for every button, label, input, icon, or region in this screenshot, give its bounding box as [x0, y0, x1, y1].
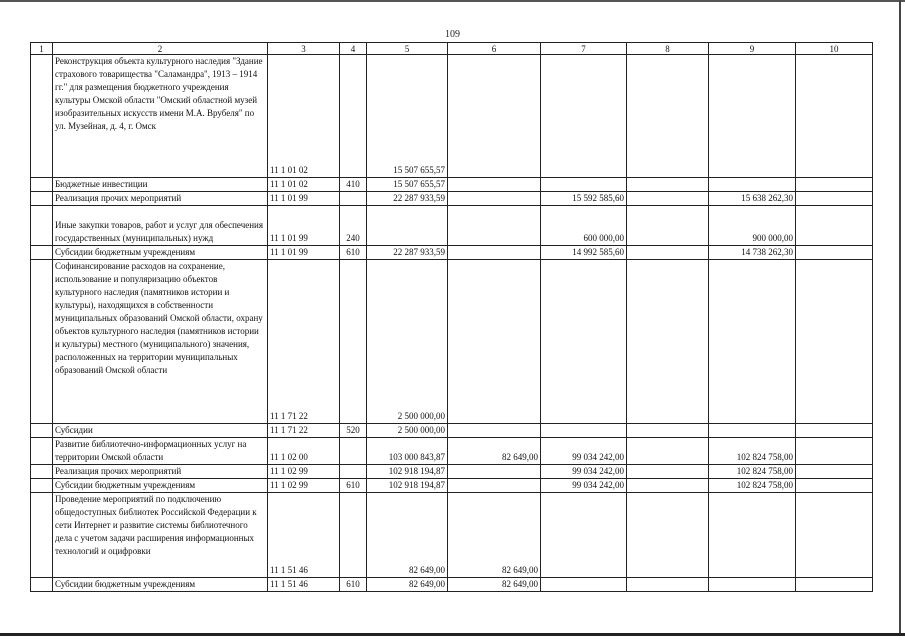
table-row	[31, 578, 873, 592]
amount-cell: 15 592 585,60	[541, 192, 627, 206]
row-name-cell: Софинансирование расходов на сохранение, использование и популяризацию объектов культурного наследия (памятников истории и культуры), находящихся в собственности муниципальных образований Омской области, охрану объектов культурного наследия (памятников истории и культуры) местного (муниципального) значения, расположенных на территории муниципальных образований Омской области	[53, 260, 268, 424]
row-number-cell	[31, 493, 53, 578]
page-number: 109	[445, 29, 460, 40]
amount-cell	[709, 260, 796, 424]
amount-cell	[709, 424, 796, 438]
amount-cell: 82 649,00	[448, 438, 541, 465]
amount-cell: 82 649,00	[367, 493, 448, 578]
column-header: 10	[796, 43, 873, 55]
amount-cell	[796, 578, 873, 592]
column-header: 2	[53, 43, 268, 55]
amount-cell: 82 649,00	[448, 493, 541, 578]
amount-cell: 600 000,00	[541, 206, 627, 246]
row-name-cell: Субсидии бюджетным учреждениям	[53, 246, 268, 260]
amount-cell: 103 000 843,87	[367, 438, 448, 465]
page-right-border	[899, 0, 901, 633]
row-name-cell: Реконструкция объекта культурного наследия "Здание страхового товарищества "Саламандра", 1913 – 1914 гг." для размещения бюджетного учреждения культуры Омской области "Омский областной музей изобразительных искусств имени М.А. Врубеля" по ул. Музейная, д. 4, г. Омск	[53, 55, 268, 178]
amount-cell	[627, 479, 709, 493]
budget-table	[30, 42, 873, 592]
row-number-cell	[31, 465, 53, 479]
amount-cell: 22 287 933,59	[367, 192, 448, 206]
amount-cell: 99 034 242,00	[541, 465, 627, 479]
amount-cell	[448, 424, 541, 438]
amount-cell	[541, 178, 627, 192]
budget-code-cell: 11 1 51 46	[268, 578, 340, 592]
row-name-cell: Бюджетные инвестиции	[53, 178, 268, 192]
budget-code-cell: 11 1 02 99	[268, 479, 340, 493]
expense-type-cell	[340, 55, 367, 178]
column-header: 7	[541, 43, 627, 55]
amount-cell	[367, 206, 448, 246]
amount-cell	[796, 493, 873, 578]
amount-cell: 82 649,00	[448, 578, 541, 592]
amount-cell	[627, 55, 709, 178]
row-name-cell: Реализация прочих мероприятий	[53, 465, 268, 479]
amount-cell	[627, 178, 709, 192]
amount-cell	[541, 424, 627, 438]
amount-cell: 102 918 194,87	[367, 465, 448, 479]
amount-cell: 99 034 242,00	[541, 479, 627, 493]
amount-cell	[796, 479, 873, 493]
expense-type-cell: 240	[340, 206, 367, 246]
amount-cell	[627, 260, 709, 424]
amount-cell	[627, 192, 709, 206]
budget-code-cell: 11 1 02 99	[268, 465, 340, 479]
row-number-cell	[31, 55, 53, 178]
budget-code-cell: 11 1 01 99	[268, 246, 340, 260]
amount-cell	[627, 246, 709, 260]
row-number-cell	[31, 192, 53, 206]
amount-cell	[541, 493, 627, 578]
amount-cell	[627, 465, 709, 479]
budget-code-cell: 11 1 01 02	[268, 55, 340, 178]
column-header: 5	[367, 43, 448, 55]
table-row	[31, 55, 873, 178]
column-header: 9	[709, 43, 796, 55]
row-name-cell: Субсидии	[53, 424, 268, 438]
expense-type-cell: 410	[340, 178, 367, 192]
page-top-border	[0, 0, 905, 2]
table-row	[31, 206, 873, 246]
expense-type-cell	[340, 465, 367, 479]
table-row	[31, 465, 873, 479]
expense-type-cell	[340, 192, 367, 206]
expense-type-cell: 610	[340, 246, 367, 260]
table-row	[31, 178, 873, 192]
amount-cell	[796, 438, 873, 465]
column-header: 1	[31, 43, 53, 55]
table-row	[31, 246, 873, 260]
amount-cell	[448, 465, 541, 479]
amount-cell: 900 000,00	[709, 206, 796, 246]
amount-cell: 102 824 758,00	[709, 465, 796, 479]
amount-cell	[796, 55, 873, 178]
budget-code-cell: 11 1 01 99	[268, 206, 340, 246]
amount-cell	[541, 578, 627, 592]
amount-cell	[796, 424, 873, 438]
amount-cell: 82 649,00	[367, 578, 448, 592]
amount-cell	[709, 493, 796, 578]
amount-cell	[627, 424, 709, 438]
amount-cell	[448, 192, 541, 206]
amount-cell	[796, 465, 873, 479]
column-header: 4	[340, 43, 367, 55]
expense-type-cell: 610	[340, 578, 367, 592]
amount-cell: 99 034 242,00	[541, 438, 627, 465]
amount-cell	[627, 578, 709, 592]
amount-cell: 2 500 000,00	[367, 424, 448, 438]
row-number-cell	[31, 246, 53, 260]
amount-cell	[796, 178, 873, 192]
budget-code-cell: 11 1 71 22	[268, 424, 340, 438]
row-number-cell	[31, 578, 53, 592]
table-row	[31, 424, 873, 438]
column-header: 8	[627, 43, 709, 55]
amount-cell: 2 500 000,00	[367, 260, 448, 424]
row-name-cell: Реализация прочих мероприятий	[53, 192, 268, 206]
amount-cell	[796, 192, 873, 206]
expense-type-cell	[340, 493, 367, 578]
amount-cell	[709, 55, 796, 178]
row-number-cell	[31, 178, 53, 192]
amount-cell	[448, 206, 541, 246]
row-number-cell	[31, 479, 53, 493]
row-number-cell	[31, 438, 53, 465]
amount-cell: 14 738 262,30	[709, 246, 796, 260]
amount-cell	[627, 493, 709, 578]
table-row	[31, 192, 873, 206]
amount-cell: 102 824 758,00	[709, 479, 796, 493]
row-name-cell: Проведение мероприятий по подключению общедоступных библиотек Российской Федерации к сети Интернет и развитие системы библиотечного дела с учетом задачи расширения информационных технологий и оцифровки	[53, 493, 268, 578]
expense-type-cell: 520	[340, 424, 367, 438]
amount-cell: 102 918 194,87	[367, 479, 448, 493]
row-name-cell: Субсидии бюджетным учреждениям	[53, 479, 268, 493]
amount-cell: 15 638 262,30	[709, 192, 796, 206]
row-name-cell: Иные закупки товаров, работ и услуг для обеспечения государственных (муниципальных) нужд	[53, 206, 268, 246]
table-row	[31, 438, 873, 465]
row-number-cell	[31, 206, 53, 246]
amount-cell	[709, 178, 796, 192]
amount-cell	[448, 55, 541, 178]
budget-code-cell: 11 1 51 46	[268, 493, 340, 578]
column-header: 3	[268, 43, 340, 55]
amount-cell: 22 287 933,59	[367, 246, 448, 260]
budget-code-cell: 11 1 01 99	[268, 192, 340, 206]
row-number-cell	[31, 424, 53, 438]
table-row	[31, 479, 873, 493]
amount-cell: 102 824 758,00	[709, 438, 796, 465]
amount-cell: 14 992 585,60	[541, 246, 627, 260]
budget-code-cell: 11 1 01 02	[268, 178, 340, 192]
expense-type-cell	[340, 438, 367, 465]
amount-cell	[448, 479, 541, 493]
row-number-cell	[31, 260, 53, 424]
amount-cell	[448, 178, 541, 192]
amount-cell	[541, 260, 627, 424]
table-row	[31, 493, 873, 578]
expense-type-cell	[340, 260, 367, 424]
page-bottom-border	[0, 633, 905, 636]
budget-code-cell: 11 1 02 00	[268, 438, 340, 465]
amount-cell	[627, 438, 709, 465]
row-name-cell: Развитие библиотечно-информационных услуг на территории Омской области	[53, 438, 268, 465]
amount-cell	[448, 260, 541, 424]
amount-cell	[796, 246, 873, 260]
amount-cell	[796, 206, 873, 246]
column-header: 6	[448, 43, 541, 55]
amount-cell: 15 507 655,57	[367, 178, 448, 192]
table-header-row	[31, 43, 873, 55]
amount-cell: 15 507 655,57	[367, 55, 448, 178]
amount-cell	[448, 246, 541, 260]
amount-cell	[627, 206, 709, 246]
amount-cell	[541, 55, 627, 178]
amount-cell	[796, 260, 873, 424]
amount-cell	[709, 578, 796, 592]
expense-type-cell: 610	[340, 479, 367, 493]
row-name-cell: Субсидии бюджетным учреждениям	[53, 578, 268, 592]
budget-code-cell: 11 1 71 22	[268, 260, 340, 424]
table-row	[31, 260, 873, 424]
